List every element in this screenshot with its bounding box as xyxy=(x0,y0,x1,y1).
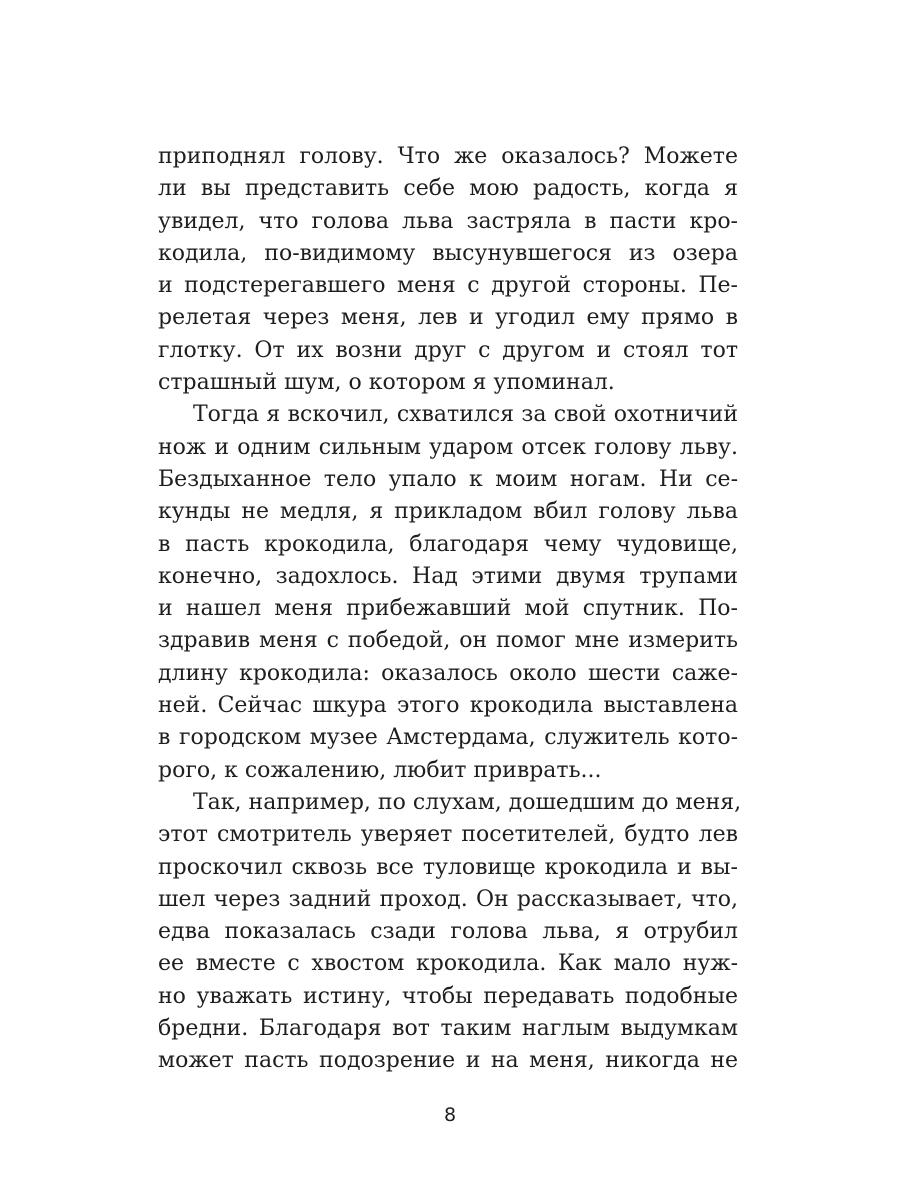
text-line: ней. Сейчас шкура этого крокодила выставлена xyxy=(158,693,738,719)
paragraph xyxy=(158,787,742,1078)
text-line: нож и одним сильным ударом отсек голову льву. xyxy=(158,434,738,460)
text-line: может пасть подозрение и на меня, никогда не xyxy=(158,1048,738,1074)
text-line: ее вместе с хвостом крокодила. Как мало нуж- xyxy=(158,951,738,977)
text-line: ли вы представить себе мою радость, когда я xyxy=(158,176,738,202)
text-line: длину крокодила: оказалось около шести саже- xyxy=(158,660,738,686)
text-line: в пасть крокодила, благодаря чему чудовище, xyxy=(158,531,738,557)
text-line: бредни. Благодаря вот таким наглым выдумкам xyxy=(158,1016,738,1042)
text-line: здравив меня с победой, он помог мне измерить xyxy=(158,628,738,654)
text-line: но уважать истину, чтобы передавать подобные xyxy=(158,983,738,1009)
text-line: страшный шум, о котором я упоминал. xyxy=(158,370,615,396)
text-line: шел через задний проход. Он рассказывает, что, xyxy=(158,886,738,912)
text-line: глотку. От их возни друг с другом и стоял тот xyxy=(158,337,738,363)
text-line: увидел, что голова льва застряла в пасти кро- xyxy=(158,208,738,234)
paragraph xyxy=(158,399,738,787)
body-text xyxy=(158,141,742,1078)
text-line: в городском музее Амстердама, служитель кото- xyxy=(158,725,738,751)
text-line: проскочил сквозь все туловище крокодила и вы- xyxy=(158,854,738,880)
text-line: релетая через меня, лев и угодил ему прямо в xyxy=(158,305,738,331)
text-line: приподнял голову. Что же оказалось? Можете xyxy=(158,144,738,169)
text-line: и нашел меня прибежавший мой спутник. По- xyxy=(158,596,738,622)
text-line: кодила, по-видимому высунувшегося из озера xyxy=(158,240,738,266)
text-line: кунды не медля, я прикладом вбил голову льва xyxy=(158,499,738,525)
text-line: Так, например, по слухам, дошедшим до меня, xyxy=(193,789,742,815)
paragraph xyxy=(158,141,738,399)
text-line: рого, к сожалению, любит приврать... xyxy=(158,757,602,783)
text-line: этот смотритель уверяет посетителей, будто лев xyxy=(158,822,738,848)
text-line: конечно, задохлось. Над этими двумя трупами xyxy=(158,563,738,589)
text-line: Тогда я вскочил, схватился за свой охотничий xyxy=(193,402,738,428)
text-line: и подстерегавшего меня с другой стороны. Пе- xyxy=(158,273,738,299)
text-line: едва показалась сзади голова льва, я отрубил xyxy=(158,919,738,945)
text-line: Бездыханное тело упало к моим ногам. Ни се- xyxy=(158,466,738,492)
page-number: 8 xyxy=(443,1104,457,1126)
